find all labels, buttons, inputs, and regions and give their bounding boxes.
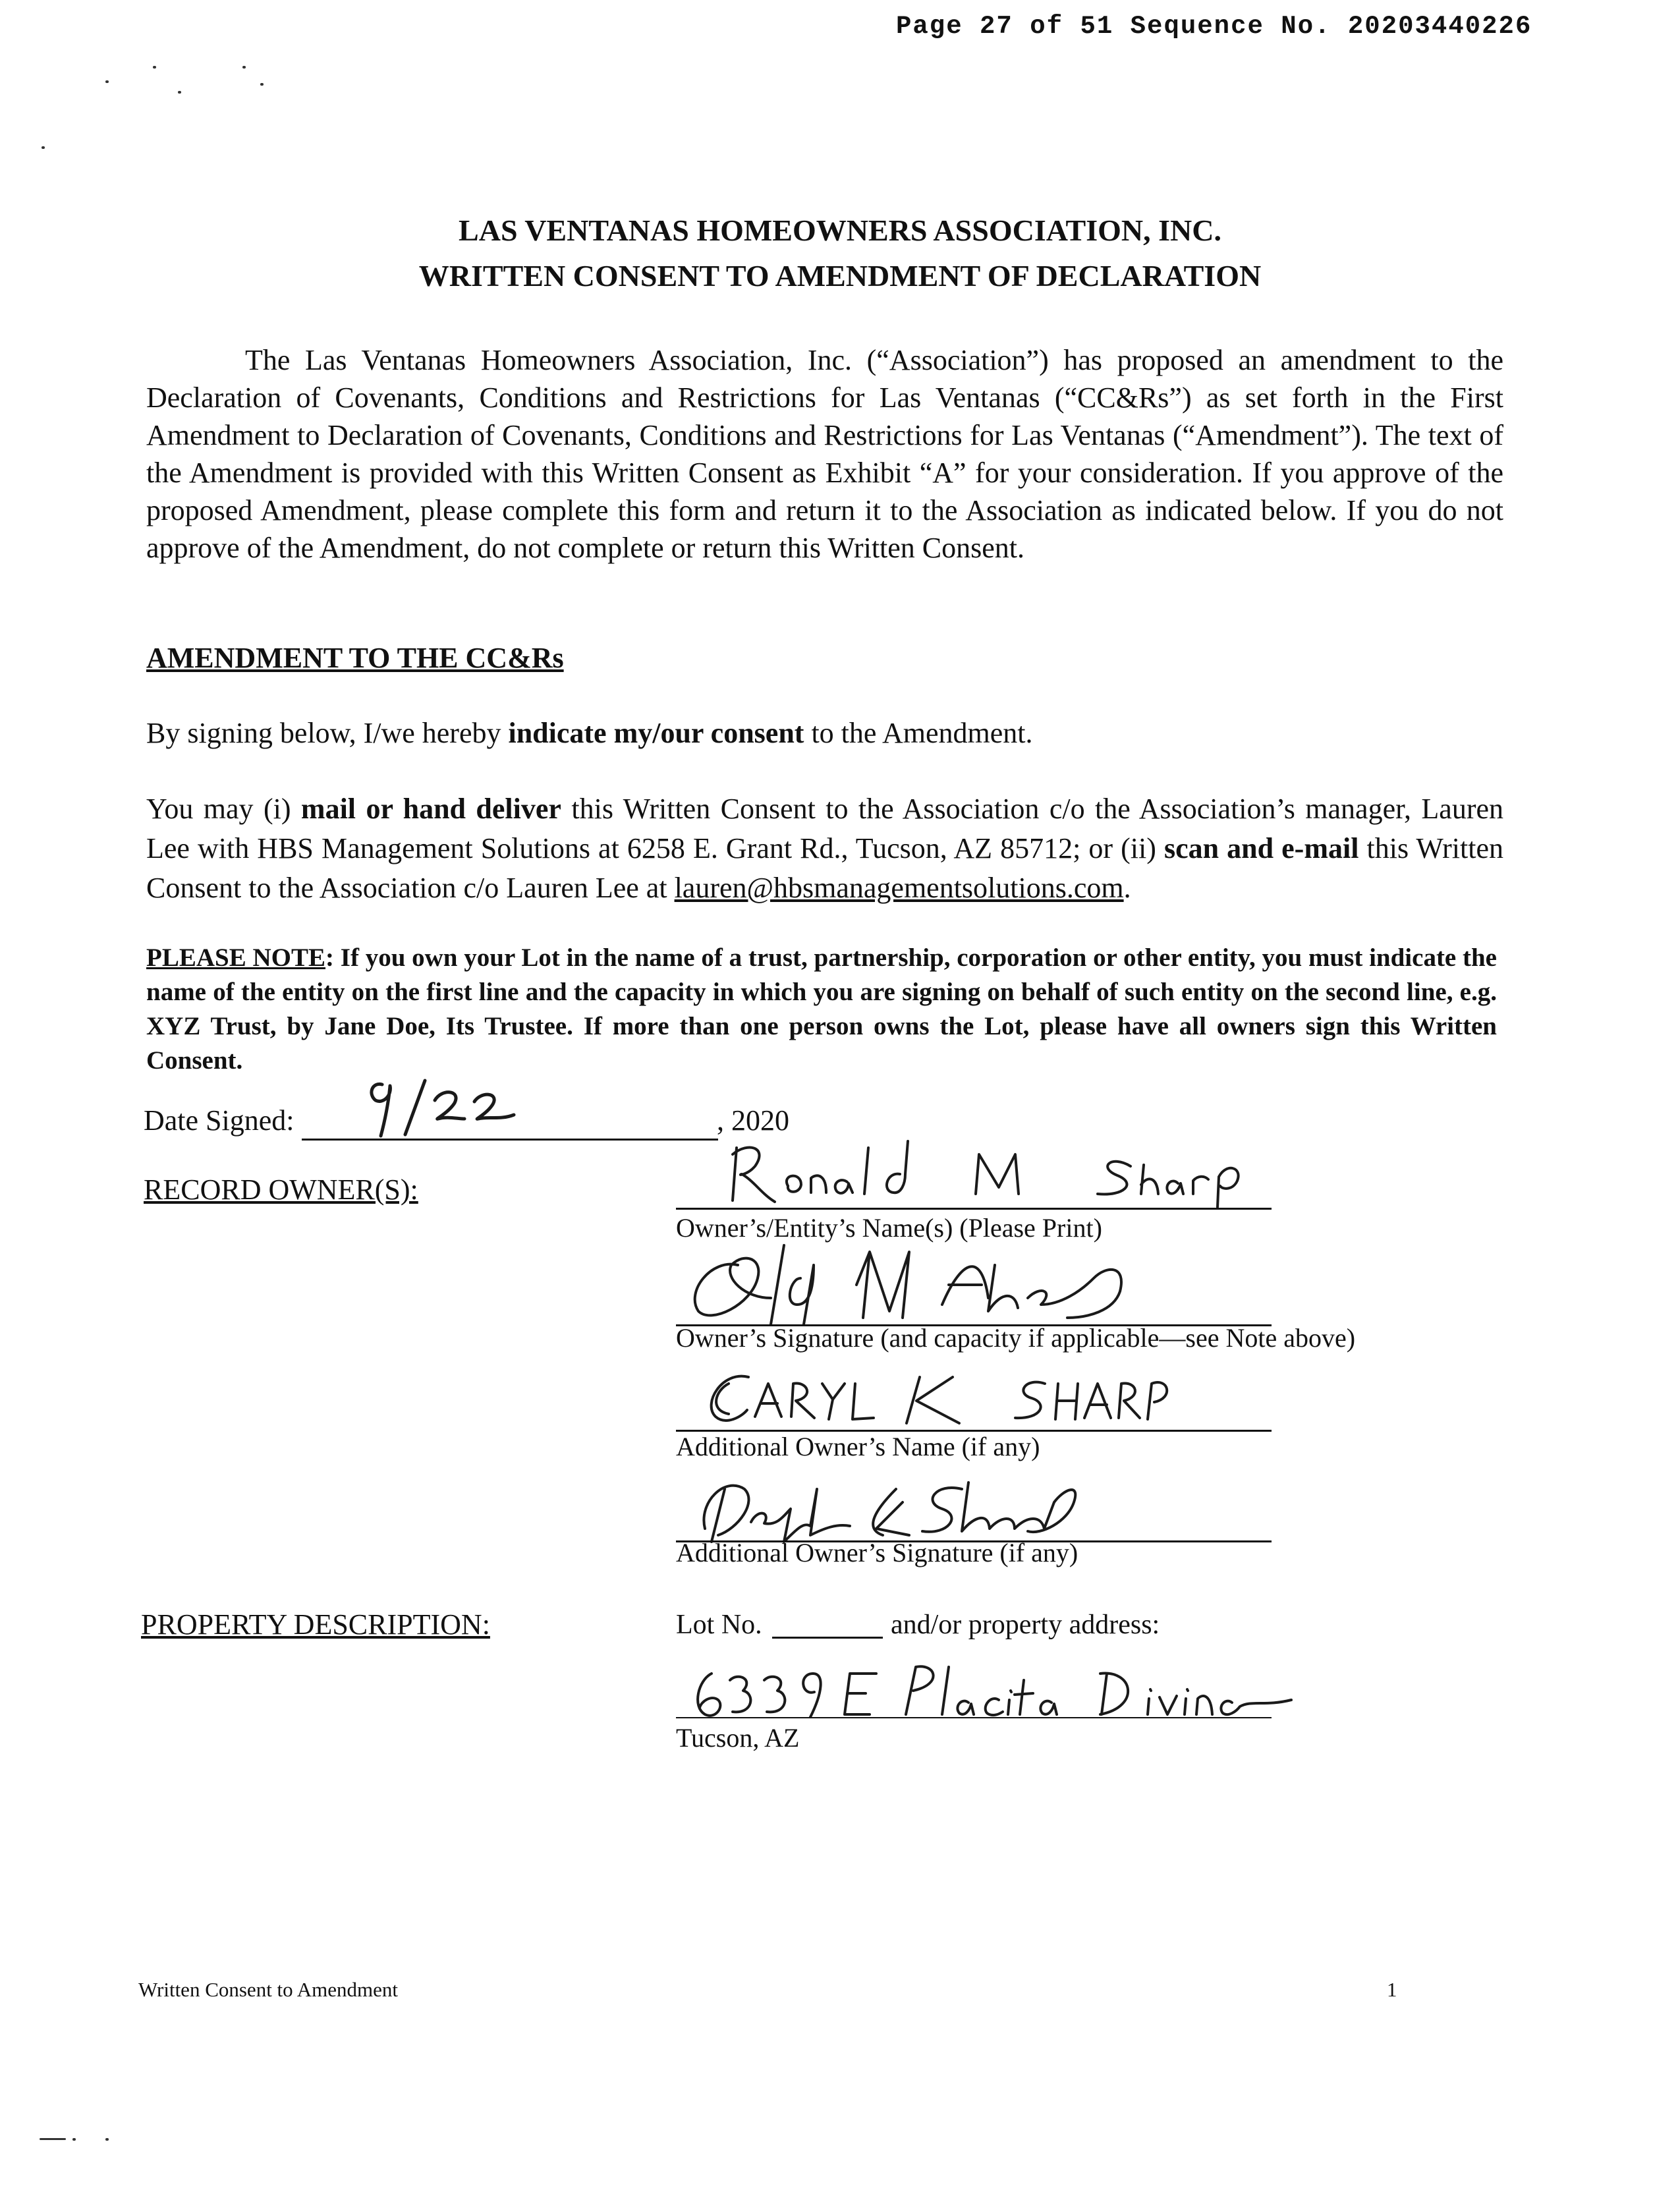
scan-speck	[72, 2138, 76, 2141]
date-signed-field[interactable]	[356, 1075, 553, 1141]
consent-text-bold: indicate my/our consent	[508, 717, 804, 749]
scan-speck	[178, 91, 181, 94]
lot-number-field[interactable]	[772, 1637, 883, 1639]
owner-signature-caption: Owner’s Signature (and capacity if applicable—see Note above)	[676, 1323, 1356, 1353]
consent-text-after: to the Amendment.	[804, 717, 1033, 749]
intro-paragraph-text: The Las Ventanas Homeowners Association, Inc. (“Association”) has proposed an amendment to the Declaration of Covenants, Conditions and Restrictions for Las Ventanas (“CC&Rs”) as set forth in the First Amendment to Declaration of Covenants, Conditions and Restrictions for Las Ventanas (“Amendment”). The text of the Amendment is provided with this Written Consent as Exhibit “A” for your consideration. If you approve of the proposed Amendment, please complete this form and return it to the Association as indicated below. If you do not approve of the Amendment, do not complete or return this Written Consent.	[146, 344, 1503, 564]
scan-speck	[105, 80, 109, 83]
section-heading-amendment: AMENDMENT TO THE CC&Rs	[146, 642, 564, 674]
footer-page-number: 1	[1387, 1978, 1397, 2001]
consent-text-before: By signing below, I/we hereby	[146, 717, 509, 749]
document-subtitle: WRITTEN CONSENT TO AMENDMENT OF DECLARATION	[418, 259, 1262, 293]
property-address-handwriting	[672, 1654, 1331, 1726]
delivery-bold-1: mail or hand deliver	[300, 793, 561, 825]
delivery-text-1: You may (i)	[146, 793, 301, 825]
additional-owner-name-field[interactable]	[676, 1357, 1269, 1430]
lot-number-label: Lot No.	[676, 1610, 762, 1640]
date-handwriting	[356, 1075, 553, 1141]
scan-speck	[40, 2138, 66, 2140]
property-city: Tucson, AZ	[676, 1723, 800, 1753]
delivery-text-4: .	[1123, 872, 1131, 904]
additional-owner-signature-field[interactable]	[685, 1463, 1278, 1548]
owner-signature-image	[672, 1239, 1265, 1331]
scan-speck	[42, 146, 45, 149]
document-title: LAS VENTANAS HOMEOWNERS ASSOCIATION, INC.	[459, 213, 1221, 247]
please-note-block	[146, 941, 1497, 1078]
additional-owner-name-handwriting	[676, 1357, 1269, 1430]
record-owners-label: RECORD OWNER(S):	[144, 1173, 418, 1206]
owner-name-caption: Owner’s/Entity’s Name(s) (Please Print)	[676, 1213, 1102, 1243]
delivery-text-2: this Written Consent to the Association c/o the Association’s manager, Lauren Lee with HBS Management Solutions at 6258 E. Grant Rd., Tucson, AZ 85712; or (ii)	[146, 793, 1503, 864]
scan-speck	[242, 66, 246, 69]
date-signed-year: , 2020	[717, 1104, 789, 1137]
additional-owner-name-caption: Additional Owner’s Name (if any)	[676, 1432, 1040, 1461]
date-signed-label: Date Signed:	[144, 1104, 294, 1137]
additional-owner-signature-image	[685, 1463, 1278, 1548]
delivery-instructions	[146, 789, 1503, 908]
property-address-line	[676, 1717, 1272, 1718]
scan-speck	[260, 83, 264, 86]
owner-name-line	[676, 1208, 1272, 1210]
please-note-text: : If you own your Lot in the name of a trust, partnership, corporation or other entity, you must indicate the name of the entity on the first line and the capacity in which you are signing on behalf of such entity on the second line, e.g. XYZ Trust, by Jane Doe, Its Trustee. If more than one person owns the Lot, please have all owners sign this Written Consent.	[146, 944, 1497, 1075]
scan-speck	[153, 66, 156, 69]
email-link[interactable]: lauren@hbsmanagementsolutions.com	[674, 872, 1124, 904]
delivery-text-3: this Written Consent to the Association c/o Lauren Lee at	[146, 832, 1503, 904]
delivery-bold-2: scan and e-mail	[1163, 832, 1359, 864]
property-description-label: PROPERTY DESCRIPTION:	[141, 1608, 490, 1641]
footer-document-name: Written Consent to Amendment	[138, 1978, 398, 2001]
property-address-label: and/or property address:	[891, 1610, 1160, 1640]
page-sequence-header: Page 27 of 51 Sequence No. 20203440226	[896, 12, 1532, 41]
intro-paragraph	[146, 341, 1503, 567]
owner-name-handwriting	[676, 1128, 1269, 1207]
owner-name-field[interactable]	[676, 1128, 1269, 1207]
please-note-label: PLEASE NOTE	[146, 944, 326, 972]
consent-statement	[146, 716, 1033, 750]
property-address-field[interactable]	[672, 1654, 1331, 1726]
additional-owner-signature-caption: Additional Owner’s Signature (if any)	[676, 1538, 1078, 1567]
owner-signature-field[interactable]	[672, 1239, 1265, 1331]
scan-speck	[105, 2138, 109, 2141]
